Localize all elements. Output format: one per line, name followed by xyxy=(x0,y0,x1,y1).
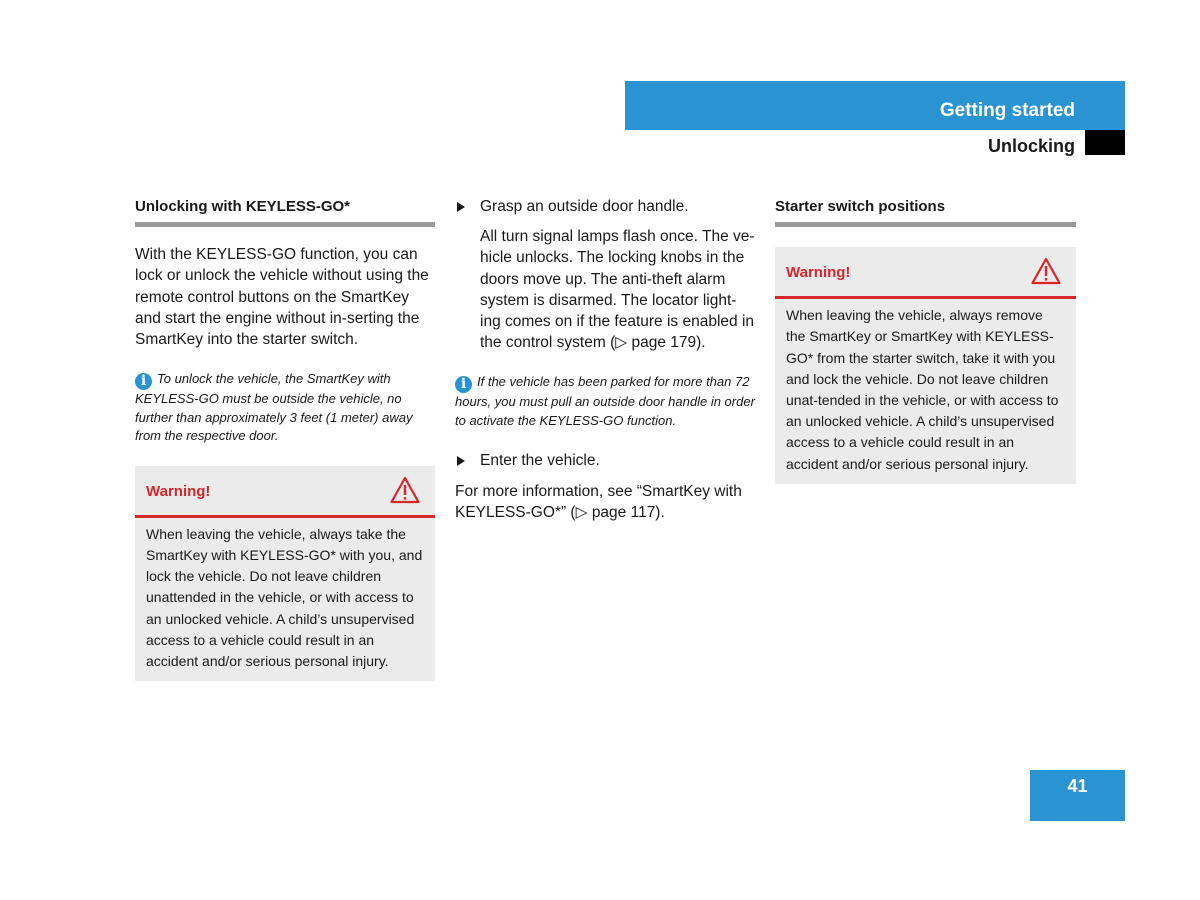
warning-triangle-icon xyxy=(1031,257,1061,285)
warning-header xyxy=(135,466,435,518)
page-number: 41 xyxy=(1030,770,1125,821)
step-grasp-handle xyxy=(455,196,755,217)
column-3 xyxy=(775,196,1076,484)
info-note-text: To unlock the vehicle, the SmartKey with KEYLESS-GO must be outside the vehicle, no further than approximately 3 feet (1 meter) away from the respective door. xyxy=(135,371,413,444)
warning-triangle-icon xyxy=(390,476,420,504)
info-note-72-hours-text: If the vehicle has been parked for more than 72 hours, you must pull an outside door handle in order to activate the KEYLESS-GO function. xyxy=(455,374,755,428)
info-note-72-hours xyxy=(455,373,755,430)
info-note xyxy=(135,370,435,446)
section-title: Getting started xyxy=(939,100,1075,121)
bullet-arrow-icon xyxy=(457,202,465,212)
intro-paragraph: With the KEYLESS-GO function, you can lock or unlock the vehicle without using the remote control buttons on the SmartKey and start the engine without in-serting the SmartKey into the starter switch. xyxy=(135,246,429,349)
info-icon: i xyxy=(455,376,472,393)
bullet-arrow-icon xyxy=(457,456,465,466)
column-1 xyxy=(135,196,435,681)
heading-keyless-go: Unlocking with KEYLESS-GO* xyxy=(135,196,435,227)
subsection-title: Unlocking xyxy=(987,136,1075,156)
warning-header xyxy=(775,247,1076,299)
warning-body: When leaving the vehicle, always remove the SmartKey or SmartKey with KEYLESS-GO* from the starter switch, take it with you and lock the vehicle. Do not leave children unat-tended in the vehicle, or with access to an unlocked vehicle. A child’s unsupervised access to a vehicle could result in an accident and/or serious personal injury. xyxy=(786,307,1059,472)
warning-box-starter xyxy=(775,247,1076,484)
warning-title: Warning! xyxy=(146,482,211,500)
info-icon: i xyxy=(135,373,152,390)
warning-title: Warning! xyxy=(786,264,851,282)
step-detail: All turn signal lamps flash once. The ve-hicle unlocks. The locking knobs in the doors move up. The anti-theft alarm system is disarmed. The locator light-ing comes on if the feature is enabled in the control system (▷ page 179). xyxy=(480,228,755,352)
step-grasp-handle-text: Grasp an outside door handle. xyxy=(480,198,689,215)
warning-body: When leaving the vehicle, always take the SmartKey with KEYLESS-GO* with you, and lock the vehicle. Do not leave children unattended in the vehicle, or with access to an unlocked vehicle. A child’s unsupervised access to a vehicle could result in an accident and/or serious personal injury. xyxy=(146,525,423,669)
step-enter-vehicle xyxy=(455,450,755,471)
header-marker xyxy=(1085,130,1125,155)
more-info-paragraph: For more information, see “SmartKey with KEYLESS-GO*” (▷ page 117). xyxy=(455,482,742,521)
column-2 xyxy=(455,196,755,523)
step-enter-vehicle-text: Enter the vehicle. xyxy=(480,452,600,470)
warning-box xyxy=(135,466,435,681)
heading-starter-switch: Starter switch positions xyxy=(775,196,1076,227)
